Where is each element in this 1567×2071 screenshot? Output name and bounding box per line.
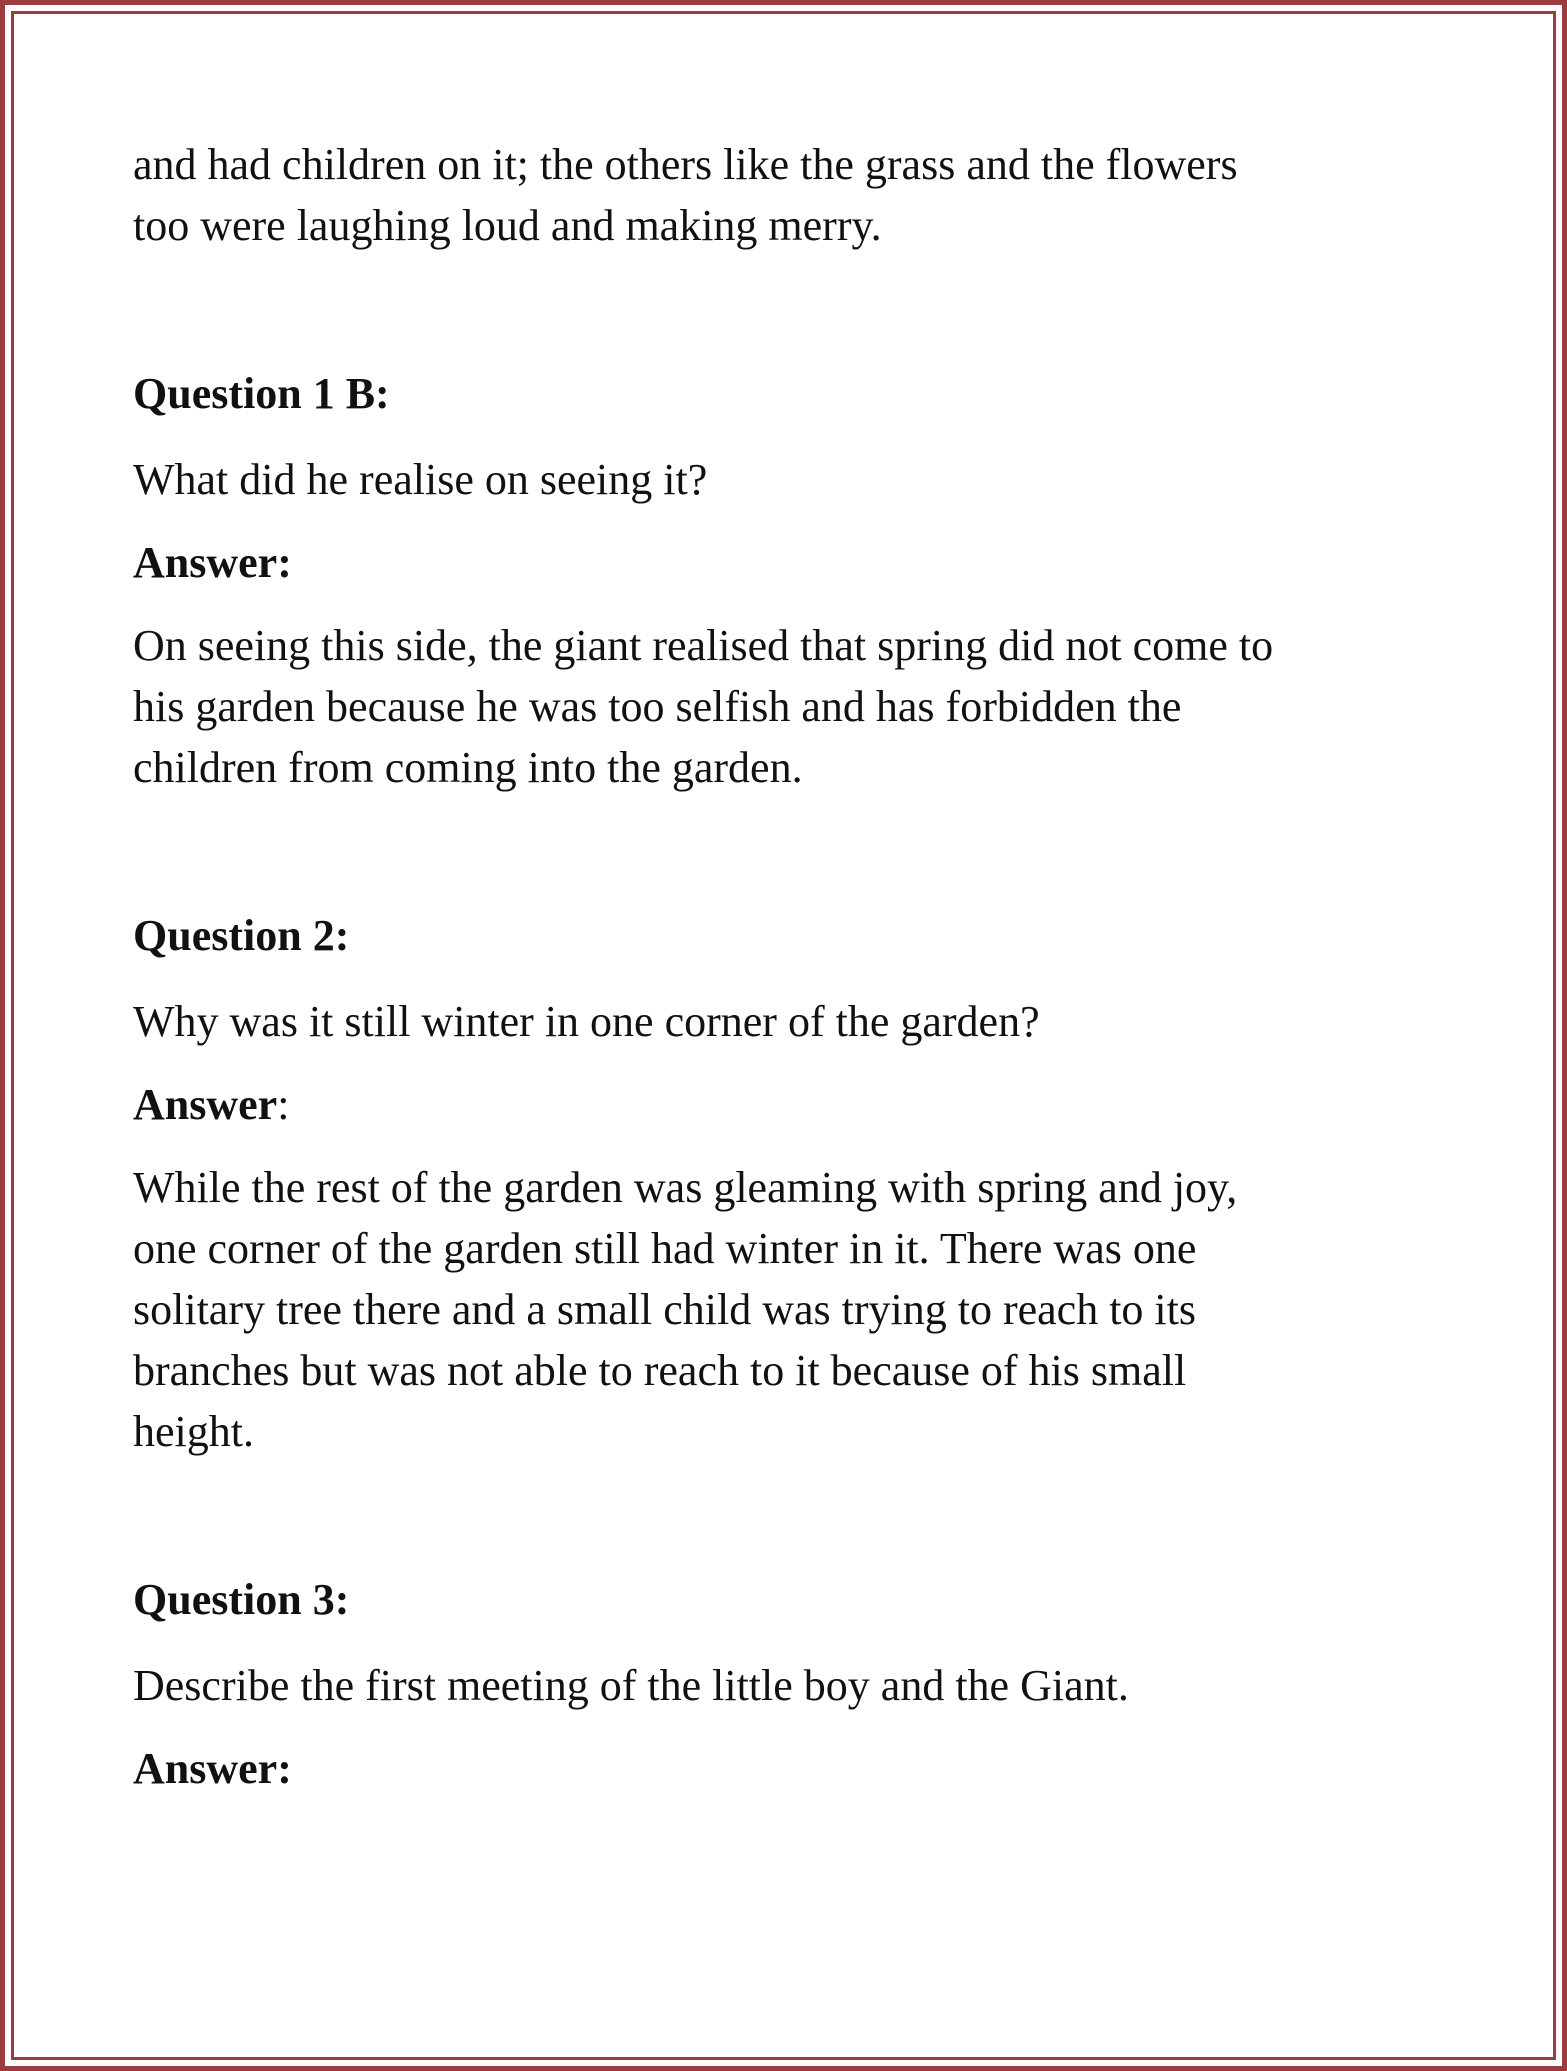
answer-label-colon: : xyxy=(277,1080,290,1129)
question-text: Describe the first meeting of the little boy and the Giant. xyxy=(133,1661,1129,1710)
question-text: What did he realise on seeing it? xyxy=(133,455,708,504)
question-heading: Question 1 B: xyxy=(133,369,390,418)
intro-line: too were laughing loud and making merry. xyxy=(133,201,882,250)
answer-line: children from coming into the garden. xyxy=(133,743,803,792)
answer-line: branches but was not able to reach to it because of his small xyxy=(133,1346,1187,1395)
answer-line: On seeing this side, the giant realised that spring did not come to xyxy=(133,621,1274,670)
question-section-1b xyxy=(133,363,1453,798)
answer-label: Answer: xyxy=(133,1744,292,1793)
document-content xyxy=(133,134,1453,1799)
answer-line: While the rest of the garden was gleaming with spring and joy, xyxy=(133,1163,1238,1212)
question-text: Why was it still winter in one corner of the garden? xyxy=(133,997,1040,1046)
question-section-2 xyxy=(133,905,1453,1462)
answer-label: Answer: xyxy=(133,538,292,587)
answer-label-word: Answer xyxy=(133,1080,278,1129)
answer-line: his garden because he was too selfish and has forbidden the xyxy=(133,682,1182,731)
question-heading: Question 3: xyxy=(133,1575,350,1624)
answer-label xyxy=(133,1074,1453,1135)
question-heading: Question 2: xyxy=(133,911,350,960)
answer-line: height. xyxy=(133,1407,254,1456)
answer-line: solitary tree there and a small child was trying to reach to its xyxy=(133,1285,1197,1334)
question-section-3 xyxy=(133,1569,1453,1799)
intro-line: and had children on it; the others like the grass and the flowers xyxy=(133,140,1238,189)
intro-paragraph xyxy=(133,134,1453,256)
answer-line: one corner of the garden still had winter in it. There was one xyxy=(133,1224,1197,1273)
answer-text xyxy=(133,1157,1453,1462)
answer-text xyxy=(133,615,1453,798)
